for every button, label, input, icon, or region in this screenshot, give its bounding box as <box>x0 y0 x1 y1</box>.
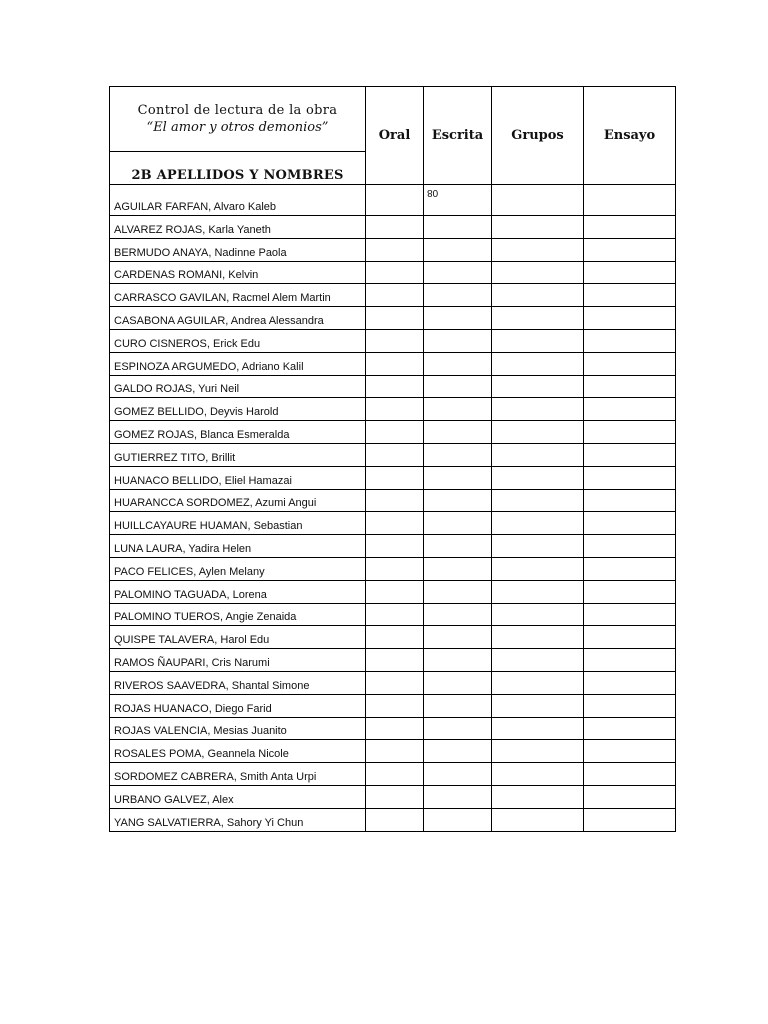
grade-cell-oral <box>366 603 424 626</box>
student-row <box>110 489 676 512</box>
student-name: PACO FELICES, Aylen Melany <box>110 557 366 580</box>
student-name: AGUILAR FARFAN, Alvaro Kaleb <box>110 185 366 216</box>
grade-cell-grupos <box>492 375 584 398</box>
student-row <box>110 717 676 740</box>
grade-cell-ensayo <box>584 535 676 558</box>
grade-cell-ensayo <box>584 603 676 626</box>
student-name: CARRASCO GAVILAN, Racmel Alem Martin <box>110 284 366 307</box>
student-name: ROJAS HUANACO, Diego Farid <box>110 694 366 717</box>
grade-cell-ensayo <box>584 421 676 444</box>
student-row <box>110 557 676 580</box>
grade-cell-ensayo <box>584 284 676 307</box>
grade-cell-escrita <box>424 649 492 672</box>
grade-cell-escrita <box>424 421 492 444</box>
grade-cell-grupos <box>492 512 584 535</box>
grade-cell-escrita <box>424 216 492 239</box>
document-title: Control de lectura de la obra <box>137 103 338 118</box>
grade-cell-oral <box>366 671 424 694</box>
grade-cell-escrita <box>424 352 492 375</box>
grade-cell-escrita <box>424 603 492 626</box>
grade-cell-grupos <box>492 284 584 307</box>
student-name: ROSALES POMA, Geannela Nicole <box>110 740 366 763</box>
student-row <box>110 694 676 717</box>
grade-cell-ensayo <box>584 580 676 603</box>
grade-cell-escrita <box>424 694 492 717</box>
student-row <box>110 284 676 307</box>
student-row <box>110 785 676 808</box>
grade-table-body <box>110 87 676 832</box>
student-name: HUILLCAYAURE HUAMAN, Sebastian <box>110 512 366 535</box>
column-header-escrita: Escrita <box>424 87 492 185</box>
student-name: PALOMINO TUEROS, Angie Zenaida <box>110 603 366 626</box>
names-column-header: 2B APELLIDOS Y NOMBRES <box>110 152 366 185</box>
student-name: GOMEZ BELLIDO, Deyvis Harold <box>110 398 366 421</box>
grade-cell-grupos <box>492 763 584 786</box>
grade-cell-oral <box>366 785 424 808</box>
grade-cell-ensayo <box>584 216 676 239</box>
student-name: CURO CISNEROS, Erick Edu <box>110 329 366 352</box>
grade-cell-oral <box>366 284 424 307</box>
grade-cell-oral <box>366 443 424 466</box>
student-name: ESPINOZA ARGUMEDO, Adriano Kalil <box>110 352 366 375</box>
grade-cell-ensayo <box>584 557 676 580</box>
grade-cell-oral <box>366 740 424 763</box>
grade-cell-escrita <box>424 398 492 421</box>
grade-cell-oral <box>366 238 424 261</box>
grade-cell-ensayo <box>584 261 676 284</box>
grade-cell-ensayo <box>584 443 676 466</box>
grade-cell-escrita <box>424 261 492 284</box>
header-row <box>110 87 676 152</box>
grade-cell-escrita <box>424 671 492 694</box>
grade-cell-grupos <box>492 352 584 375</box>
student-row <box>110 671 676 694</box>
student-row <box>110 307 676 330</box>
grade-cell-grupos <box>492 557 584 580</box>
grade-cell-oral <box>366 489 424 512</box>
grade-cell-oral <box>366 580 424 603</box>
grade-cell-grupos <box>492 785 584 808</box>
grade-cell-ensayo <box>584 466 676 489</box>
student-row <box>110 649 676 672</box>
grade-cell-ensayo <box>584 626 676 649</box>
grade-cell-grupos <box>492 261 584 284</box>
student-row <box>110 808 676 831</box>
grade-cell-escrita <box>424 535 492 558</box>
grade-cell-ensayo <box>584 649 676 672</box>
grade-cell-escrita <box>424 512 492 535</box>
grade-cell-oral <box>366 375 424 398</box>
student-row <box>110 375 676 398</box>
grade-cell-grupos <box>492 580 584 603</box>
grade-cell-oral <box>366 307 424 330</box>
grade-cell-grupos <box>492 329 584 352</box>
student-name: HUANACO BELLIDO, Eliel Hamazai <box>110 466 366 489</box>
grade-cell-escrita <box>424 307 492 330</box>
student-row <box>110 740 676 763</box>
grade-cell-grupos <box>492 185 584 216</box>
grade-cell-grupos <box>492 466 584 489</box>
grade-cell-escrita <box>424 717 492 740</box>
column-header-oral: Oral <box>366 87 424 185</box>
grade-cell-oral <box>366 466 424 489</box>
grade-cell-grupos <box>492 489 584 512</box>
student-row <box>110 603 676 626</box>
grade-cell-ensayo <box>584 375 676 398</box>
student-name: QUISPE TALAVERA, Harol Edu <box>110 626 366 649</box>
grade-cell-ensayo <box>584 763 676 786</box>
grade-cell-ensayo <box>584 352 676 375</box>
grade-cell-ensayo <box>584 740 676 763</box>
student-row <box>110 626 676 649</box>
grade-cell-grupos <box>492 649 584 672</box>
student-row <box>110 512 676 535</box>
student-name: URBANO GALVEZ, Alex <box>110 785 366 808</box>
student-row <box>110 443 676 466</box>
student-row <box>110 466 676 489</box>
grade-cell-grupos <box>492 717 584 740</box>
student-row <box>110 352 676 375</box>
grade-cell-grupos <box>492 808 584 831</box>
grade-cell-oral <box>366 398 424 421</box>
grade-cell-escrita <box>424 785 492 808</box>
grade-cell-escrita <box>424 238 492 261</box>
grade-cell-ensayo <box>584 489 676 512</box>
grade-cell-ensayo <box>584 808 676 831</box>
grade-cell-grupos <box>492 740 584 763</box>
student-row <box>110 261 676 284</box>
student-name: GALDO ROJAS, Yuri Neil <box>110 375 366 398</box>
grade-cell-ensayo <box>584 307 676 330</box>
grade-cell-escrita <box>424 557 492 580</box>
student-row <box>110 421 676 444</box>
student-name: LUNA LAURA, Yadira Helen <box>110 535 366 558</box>
student-name: SORDOMEZ CABRERA, Smith Anta Urpi <box>110 763 366 786</box>
student-row <box>110 329 676 352</box>
grade-cell-oral <box>366 329 424 352</box>
grade-cell-ensayo <box>584 329 676 352</box>
grade-cell-grupos <box>492 671 584 694</box>
student-name: ROJAS VALENCIA, Mesias Juanito <box>110 717 366 740</box>
grade-cell-oral <box>366 626 424 649</box>
grade-cell-oral <box>366 261 424 284</box>
grade-cell-oral <box>366 763 424 786</box>
student-row <box>110 763 676 786</box>
grade-cell-grupos <box>492 535 584 558</box>
grade-cell-oral <box>366 352 424 375</box>
grade-cell-oral <box>366 694 424 717</box>
grade-cell-escrita <box>424 375 492 398</box>
grade-cell-ensayo <box>584 694 676 717</box>
work-title: “El amor y otros demonios” <box>146 120 329 135</box>
column-header-grupos: Grupos <box>492 87 584 185</box>
grade-cell-grupos <box>492 238 584 261</box>
grade-cell-escrita <box>424 763 492 786</box>
grade-cell-ensayo <box>584 398 676 421</box>
grade-cell-ensayo <box>584 238 676 261</box>
student-name: RAMOS ÑAUPARI, Cris Narumi <box>110 649 366 672</box>
student-name: YANG SALVATIERRA, Sahory Yi Chun <box>110 808 366 831</box>
grade-cell-escrita <box>424 740 492 763</box>
grade-cell-grupos <box>492 626 584 649</box>
grade-table <box>109 86 676 832</box>
grade-cell-oral <box>366 512 424 535</box>
grade-cell-oral <box>366 717 424 740</box>
grade-cell-escrita <box>424 580 492 603</box>
column-header-ensayo: Ensayo <box>584 87 676 185</box>
grade-cell-grupos <box>492 398 584 421</box>
grade-cell-ensayo <box>584 185 676 216</box>
student-name: CASABONA AGUILAR, Andrea Alessandra <box>110 307 366 330</box>
grade-cell-escrita <box>424 466 492 489</box>
grade-cell-grupos <box>492 421 584 444</box>
grade-cell-grupos <box>492 694 584 717</box>
student-name: BERMUDO ANAYA, Nadinne Paola <box>110 238 366 261</box>
grade-cell-grupos <box>492 443 584 466</box>
grade-cell-oral <box>366 216 424 239</box>
student-name: ALVAREZ ROJAS, Karla Yaneth <box>110 216 366 239</box>
student-row <box>110 580 676 603</box>
grade-cell-escrita <box>424 808 492 831</box>
grade-cell-ensayo <box>584 785 676 808</box>
grade-cell-escrita <box>424 185 492 216</box>
student-name: CARDENAS ROMANI, Kelvin <box>110 261 366 284</box>
grade-cell-oral <box>366 185 424 216</box>
grade-cell-oral <box>366 421 424 444</box>
grade-cell-oral <box>366 808 424 831</box>
grade-cell-oral <box>366 557 424 580</box>
grade-cell-oral <box>366 535 424 558</box>
student-row <box>110 398 676 421</box>
student-row <box>110 185 676 216</box>
grade-cell-grupos <box>492 216 584 239</box>
grade-cell-grupos <box>492 307 584 330</box>
grade-cell-escrita <box>424 284 492 307</box>
student-name: PALOMINO TAGUADA, Lorena <box>110 580 366 603</box>
score-value: 08 <box>427 187 439 198</box>
grade-cell-ensayo <box>584 671 676 694</box>
student-name: GOMEZ ROJAS, Blanca Esmeralda <box>110 421 366 444</box>
grade-cell-escrita <box>424 443 492 466</box>
grade-cell-escrita <box>424 626 492 649</box>
grade-cell-escrita <box>424 329 492 352</box>
grade-cell-ensayo <box>584 512 676 535</box>
grade-cell-ensayo <box>584 717 676 740</box>
student-row <box>110 216 676 239</box>
student-name: RIVEROS SAAVEDRA, Shantal Simone <box>110 671 366 694</box>
student-row <box>110 535 676 558</box>
student-row <box>110 238 676 261</box>
grade-cell-grupos <box>492 603 584 626</box>
student-name: GUTIERREZ TITO, Brillit <box>110 443 366 466</box>
grade-cell-escrita <box>424 489 492 512</box>
grade-cell-oral <box>366 649 424 672</box>
title-cell <box>110 87 366 152</box>
student-name: HUARANCCA SORDOMEZ, Azumi Angui <box>110 489 366 512</box>
